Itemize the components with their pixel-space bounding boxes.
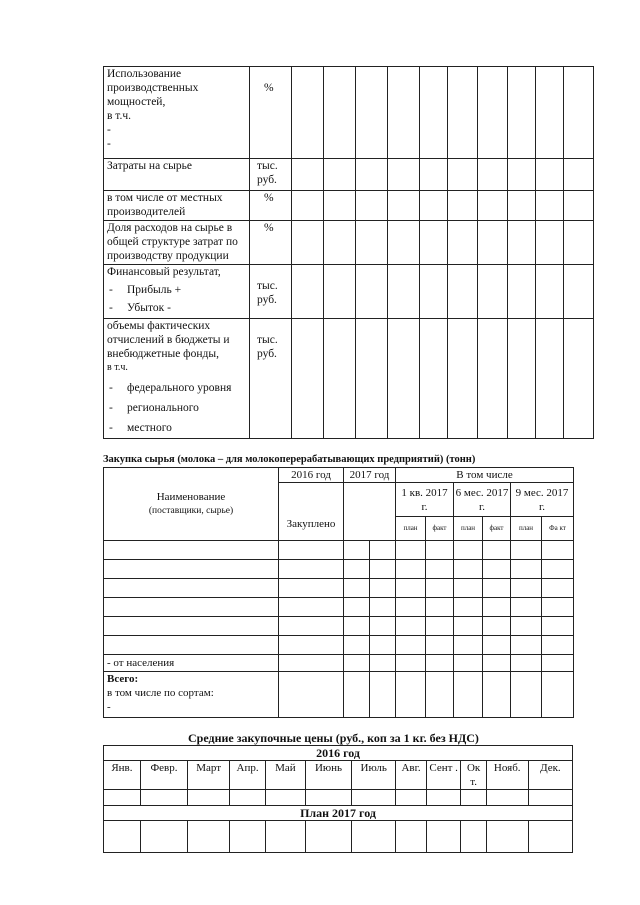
value-cell[interactable]	[352, 790, 396, 806]
value-cell[interactable]	[511, 655, 542, 672]
value-cell[interactable]	[536, 265, 564, 319]
name-cell[interactable]	[104, 636, 279, 655]
value-cell[interactable]	[104, 821, 141, 853]
value-cell[interactable]	[454, 655, 483, 672]
value-cell[interactable]	[396, 541, 426, 560]
value-cell[interactable]	[344, 655, 370, 672]
name-cell[interactable]	[104, 541, 279, 560]
dash-item: -	[107, 124, 111, 136]
value-cell[interactable]	[483, 560, 511, 579]
year-2017-header: 2017 год	[344, 468, 396, 483]
row-label	[104, 265, 250, 319]
purchased-header	[279, 483, 344, 541]
value-cell[interactable]	[344, 579, 370, 598]
dash-label: местного	[127, 422, 172, 434]
value-cell[interactable]	[292, 67, 324, 159]
value-cell[interactable]	[420, 159, 448, 191]
dash-item: -	[107, 138, 111, 150]
label-line: мощностей,	[107, 96, 166, 108]
value-cell[interactable]	[388, 159, 420, 191]
value-cell[interactable]	[536, 191, 564, 221]
month-header: Ок т.	[461, 761, 486, 790]
value-cell[interactable]	[420, 191, 448, 221]
value-cell[interactable]	[104, 790, 141, 806]
value-cell[interactable]	[279, 598, 344, 617]
value-cell[interactable]	[448, 265, 478, 319]
value-cell[interactable]	[461, 790, 486, 806]
value-cell[interactable]	[426, 560, 454, 579]
value-cell[interactable]	[370, 598, 396, 617]
value-cell[interactable]	[508, 159, 536, 191]
value-cell[interactable]	[483, 598, 511, 617]
value-cell[interactable]	[388, 191, 420, 221]
purchase-table-title: Закупка сырья (молока – для молокоперерабатывающих предприятий) (тонн)	[103, 454, 476, 465]
month-header: Март	[188, 761, 230, 790]
label-line: отчислений в бюджеты и	[107, 334, 230, 346]
value-cell[interactable]	[483, 672, 511, 718]
value-cell[interactable]	[370, 672, 396, 718]
value-cell[interactable]	[478, 159, 508, 191]
label-line: Использование	[107, 68, 182, 80]
value-cell[interactable]	[396, 790, 426, 806]
value-cell[interactable]	[483, 617, 511, 636]
value-cell[interactable]	[388, 221, 420, 265]
value-cell[interactable]	[344, 672, 370, 718]
value-cell[interactable]	[483, 655, 511, 672]
label-line: в том числе от местных	[107, 192, 223, 204]
indicators-table	[103, 66, 594, 439]
value-cell[interactable]	[483, 636, 511, 655]
value-cell[interactable]	[420, 221, 448, 265]
value-cell[interactable]	[265, 790, 305, 806]
value-cell[interactable]	[426, 598, 454, 617]
table-row	[104, 319, 594, 439]
purchased-label: Закуплено	[286, 518, 336, 530]
value-cell[interactable]	[279, 617, 344, 636]
value-cell[interactable]	[426, 790, 461, 806]
value-cell[interactable]	[356, 191, 388, 221]
value-cell[interactable]	[542, 617, 574, 636]
label-line: внебюджетные фонды,	[107, 348, 219, 360]
label-line: производству продукции	[107, 250, 229, 262]
row-label	[104, 159, 250, 191]
label-line: Доля расходов на сырье в	[107, 222, 233, 234]
value-cell[interactable]	[542, 636, 574, 655]
value-cell[interactable]	[356, 265, 388, 319]
value-cell[interactable]	[230, 790, 266, 806]
period-header: 9 мес. 2017 г.	[511, 483, 574, 517]
value-cell[interactable]	[324, 319, 356, 439]
label-line: производителей	[107, 206, 186, 218]
header-row	[104, 746, 573, 761]
value-cell[interactable]	[478, 67, 508, 159]
fact-header: факт	[426, 517, 454, 541]
value-cell[interactable]	[292, 191, 324, 221]
name-header-label: Наименование	[156, 491, 226, 503]
name-cell[interactable]	[104, 617, 279, 636]
value-cell[interactable]	[292, 319, 324, 439]
value-cell[interactable]	[483, 541, 511, 560]
value-cell[interactable]	[324, 191, 356, 221]
value-cell[interactable]	[508, 221, 536, 265]
month-header: Авг.	[396, 761, 426, 790]
purchase-table	[103, 467, 574, 718]
value-cell[interactable]	[396, 560, 426, 579]
value-cell[interactable]	[356, 221, 388, 265]
value-cell[interactable]	[396, 579, 426, 598]
value-cell[interactable]	[344, 598, 370, 617]
table-row	[104, 560, 574, 579]
month-header: Июль	[352, 761, 396, 790]
value-cell[interactable]	[426, 672, 454, 718]
year-2016-header: 2016 год	[104, 746, 573, 761]
unit-cell: %	[250, 191, 292, 221]
value-cell[interactable]	[324, 265, 356, 319]
header-row	[104, 468, 574, 483]
value-cell[interactable]	[528, 790, 572, 806]
value-cell[interactable]	[396, 655, 426, 672]
value-cell[interactable]	[426, 541, 454, 560]
row-label	[104, 221, 250, 265]
value-cell[interactable]	[344, 560, 370, 579]
value-cell[interactable]	[511, 560, 542, 579]
value-cell[interactable]	[564, 319, 594, 439]
name-header-sub: (поставщики, сырье)	[148, 506, 234, 516]
value-cell[interactable]	[564, 159, 594, 191]
value-cell[interactable]	[454, 617, 483, 636]
value-cell[interactable]	[305, 790, 351, 806]
value-cell[interactable]	[511, 579, 542, 598]
value-cell[interactable]	[508, 319, 536, 439]
value-cell[interactable]	[188, 821, 230, 853]
table-row	[104, 636, 574, 655]
total-label-cell	[104, 672, 279, 718]
value-cell[interactable]	[356, 67, 388, 159]
value-cell[interactable]	[536, 221, 564, 265]
period-header: 6 мес. 2017 г.	[454, 483, 511, 517]
row-label	[104, 319, 250, 439]
value-cell[interactable]	[454, 541, 483, 560]
value-cell[interactable]	[486, 790, 528, 806]
value-cell[interactable]	[478, 319, 508, 439]
value-cell[interactable]	[508, 191, 536, 221]
value-cell[interactable]	[448, 159, 478, 191]
value-cell[interactable]	[352, 821, 396, 853]
dash-item: - федерального уровня	[109, 382, 232, 394]
value-cell[interactable]	[292, 265, 324, 319]
value-cell[interactable]	[388, 319, 420, 439]
value-cell[interactable]	[140, 790, 187, 806]
value-cell[interactable]	[292, 159, 324, 191]
month-header: Сент .	[426, 761, 461, 790]
value-cell[interactable]	[542, 541, 574, 560]
name-header	[104, 468, 279, 541]
by-grade-label: в том числе по сортам:	[107, 687, 214, 699]
value-cell[interactable]	[564, 67, 594, 159]
value-cell[interactable]	[370, 579, 396, 598]
table-row	[104, 821, 573, 853]
name-cell[interactable]	[104, 560, 279, 579]
month-header: Июнь	[305, 761, 351, 790]
table-row	[104, 191, 594, 221]
unit-cell: тыс. руб.	[250, 265, 292, 319]
value-cell[interactable]	[426, 579, 454, 598]
value-cell[interactable]	[511, 541, 542, 560]
label-line: в т.ч.	[107, 110, 131, 122]
from-population-label: - от населения	[104, 655, 279, 672]
value-cell[interactable]	[420, 319, 448, 439]
value-cell[interactable]	[536, 319, 564, 439]
value-cell[interactable]	[279, 636, 344, 655]
value-cell[interactable]	[370, 617, 396, 636]
unit-cell: %	[250, 221, 292, 265]
dash-label: регионального	[127, 402, 199, 414]
value-cell[interactable]	[370, 655, 396, 672]
value-cell[interactable]	[511, 617, 542, 636]
value-cell[interactable]	[542, 655, 574, 672]
value-cell[interactable]	[420, 265, 448, 319]
table-row	[104, 265, 594, 319]
value-cell[interactable]	[454, 560, 483, 579]
value-cell[interactable]	[292, 221, 324, 265]
month-header: Апр.	[230, 761, 266, 790]
fact-header: Фа кт	[542, 517, 574, 541]
month-header: Нояб.	[486, 761, 528, 790]
value-cell[interactable]	[486, 821, 528, 853]
value-cell[interactable]	[564, 191, 594, 221]
row-label	[104, 191, 250, 221]
value-cell[interactable]	[324, 221, 356, 265]
plan-header: план	[396, 517, 426, 541]
table-row	[104, 579, 574, 598]
table-row	[104, 598, 574, 617]
in-total-header: В том числе	[396, 468, 574, 483]
period-header: 1 кв. 2017 г.	[396, 483, 454, 517]
value-cell[interactable]	[483, 579, 511, 598]
dash-label: федерального уровня	[127, 382, 232, 394]
value-cell[interactable]	[370, 541, 396, 560]
value-cell[interactable]	[230, 821, 266, 853]
year-2017-empty	[344, 483, 396, 541]
fact-header: факт	[483, 517, 511, 541]
unit-cell: тыс. руб.	[250, 319, 292, 439]
value-cell[interactable]	[542, 579, 574, 598]
dash-item: - Прибыль +	[109, 284, 182, 296]
month-header: Февр.	[140, 761, 187, 790]
value-cell[interactable]	[426, 821, 461, 853]
dash-item: - регионального	[109, 402, 199, 414]
value-cell[interactable]	[448, 221, 478, 265]
table-row	[104, 159, 594, 191]
dash-label: Прибыль +	[127, 284, 182, 296]
value-cell[interactable]	[536, 67, 564, 159]
plan-header: план	[511, 517, 542, 541]
value-cell[interactable]	[536, 159, 564, 191]
dash-item: - Убыток -	[109, 302, 171, 314]
value-cell[interactable]	[511, 636, 542, 655]
value-cell[interactable]	[279, 541, 344, 560]
value-cell[interactable]	[528, 821, 572, 853]
total-label: Всего:	[107, 673, 139, 685]
dash-item: - местного	[109, 422, 172, 434]
value-cell[interactable]	[370, 560, 396, 579]
plan-header: план	[454, 517, 483, 541]
label-line: Затраты на сырье	[107, 160, 192, 172]
value-cell[interactable]	[356, 159, 388, 191]
value-cell[interactable]	[426, 617, 454, 636]
label-line: общей структуре затрат по	[107, 236, 238, 248]
value-cell[interactable]	[508, 67, 536, 159]
value-cell[interactable]	[396, 636, 426, 655]
value-cell[interactable]	[370, 636, 396, 655]
value-cell[interactable]	[448, 319, 478, 439]
label-line: объемы фактических	[107, 320, 211, 332]
value-cell[interactable]	[188, 790, 230, 806]
value-cell[interactable]	[396, 617, 426, 636]
month-header: Дек.	[528, 761, 572, 790]
value-cell[interactable]	[344, 541, 370, 560]
value-cell[interactable]	[542, 672, 574, 718]
value-cell[interactable]	[461, 821, 486, 853]
table-row	[104, 221, 594, 265]
prices-table-title: Средние закупочные цены (руб., коп за 1 кг. без НДС)	[188, 731, 479, 745]
table-row	[104, 67, 594, 159]
value-cell[interactable]	[454, 579, 483, 598]
value-cell[interactable]	[279, 579, 344, 598]
value-cell[interactable]	[305, 821, 351, 853]
value-cell[interactable]	[478, 265, 508, 319]
value-cell[interactable]	[140, 821, 187, 853]
value-cell[interactable]	[324, 159, 356, 191]
value-cell[interactable]	[344, 636, 370, 655]
value-cell[interactable]	[279, 672, 344, 718]
row-label	[104, 67, 250, 159]
value-cell[interactable]	[396, 672, 426, 718]
value-cell[interactable]	[396, 598, 426, 617]
table-row	[104, 617, 574, 636]
label-line: производственных	[107, 82, 199, 94]
name-cell[interactable]	[104, 579, 279, 598]
value-cell[interactable]	[388, 265, 420, 319]
value-cell[interactable]	[454, 672, 483, 718]
value-cell[interactable]	[448, 67, 478, 159]
value-cell[interactable]	[564, 265, 594, 319]
value-cell[interactable]	[426, 636, 454, 655]
dash-item: -	[107, 701, 111, 713]
value-cell[interactable]	[508, 265, 536, 319]
label-line: в т.ч.	[107, 362, 128, 373]
name-cell[interactable]	[104, 598, 279, 617]
value-cell[interactable]	[279, 560, 344, 579]
value-cell[interactable]	[426, 655, 454, 672]
header-row	[104, 806, 573, 821]
unit-cell: %	[250, 67, 292, 159]
value-cell[interactable]	[279, 655, 344, 672]
value-cell[interactable]	[396, 821, 426, 853]
value-cell[interactable]	[265, 821, 305, 853]
table-row	[104, 541, 574, 560]
months-row	[104, 761, 573, 790]
plan-2017-header: План 2017 год	[104, 806, 573, 821]
month-header: Янв.	[104, 761, 141, 790]
value-cell[interactable]	[511, 598, 542, 617]
table-row	[104, 655, 574, 672]
value-cell[interactable]	[454, 636, 483, 655]
value-cell[interactable]	[344, 617, 370, 636]
value-cell[interactable]	[542, 598, 574, 617]
value-cell[interactable]	[448, 191, 478, 221]
prices-table	[103, 745, 573, 853]
value-cell[interactable]	[454, 598, 483, 617]
value-cell[interactable]	[420, 67, 448, 159]
dash-label: Убыток -	[127, 302, 171, 314]
value-cell[interactable]	[478, 191, 508, 221]
value-cell[interactable]	[511, 672, 542, 718]
value-cell[interactable]	[324, 67, 356, 159]
value-cell[interactable]	[388, 67, 420, 159]
value-cell[interactable]	[564, 221, 594, 265]
label-line: Финансовый результат,	[107, 266, 221, 278]
unit-cell: тыс. руб.	[250, 159, 292, 191]
table-row	[104, 790, 573, 806]
month-header: Май	[265, 761, 305, 790]
year-2016-header: 2016 год	[279, 468, 344, 483]
value-cell[interactable]	[356, 319, 388, 439]
value-cell[interactable]	[542, 560, 574, 579]
value-cell[interactable]	[478, 221, 508, 265]
total-row	[104, 672, 574, 718]
